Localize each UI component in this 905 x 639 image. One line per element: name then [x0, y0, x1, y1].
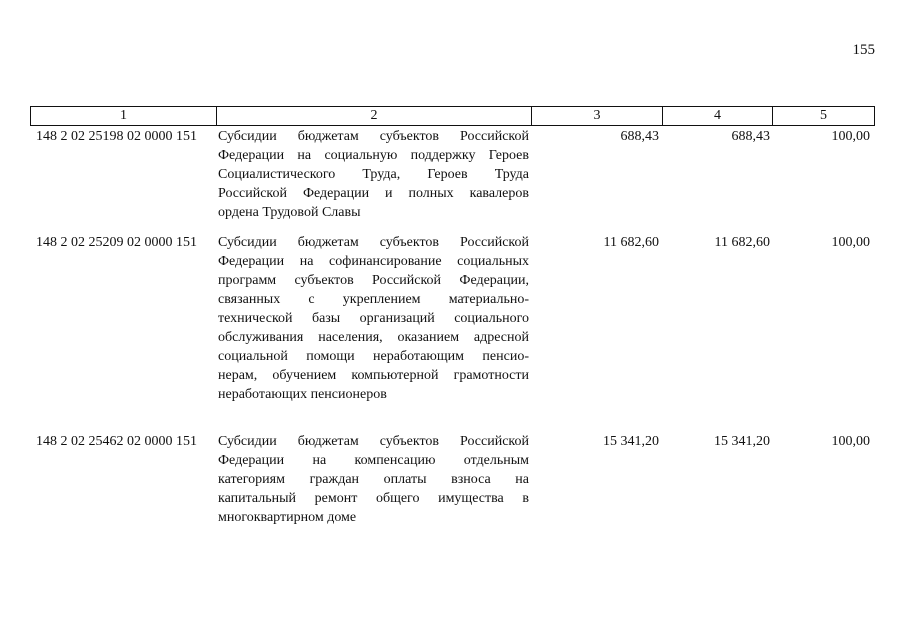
description-line: обслуживания населения, оказанием адресной: [218, 330, 529, 345]
header-col-2: 2: [217, 107, 532, 125]
value-col-5: 100,00: [831, 235, 870, 250]
row-description: [218, 432, 529, 527]
value-col-3: 11 682,60: [603, 235, 659, 250]
description-line: капитальный ремонт общего имущества в: [218, 491, 529, 506]
value-col-4: 688,43: [731, 129, 770, 144]
budget-code: 148 2 02 25198 02 0000 151: [36, 129, 197, 144]
header-col-4: 4: [663, 107, 773, 125]
description-line: неработающих пенсионеров: [218, 387, 387, 402]
budget-code: 148 2 02 25462 02 0000 151: [36, 434, 197, 449]
value-col-4: 11 682,60: [714, 235, 770, 250]
description-line: Субсидии бюджетам субъектов Российской: [218, 129, 529, 144]
value-col-5: 100,00: [831, 434, 870, 449]
header-col-5: 5: [820, 108, 827, 123]
description-line: Федерации на софинансирование социальных: [218, 254, 529, 269]
description-line: социальной помощи неработающим пенсио-: [218, 349, 529, 364]
description-line: категориям граждан оплаты взноса на: [218, 472, 529, 487]
value-col-3: 15 341,20: [603, 434, 659, 449]
description-line: технической базы организаций социального: [218, 311, 529, 326]
description-line: многоквартирном доме: [218, 510, 357, 525]
description-line: ордена Трудовой Славы: [218, 205, 361, 220]
description-line: Федерации на компенсацию отдельным: [218, 453, 529, 468]
value-col-5: 100,00: [831, 129, 870, 144]
description-line: Субсидии бюджетам субъектов Российской: [218, 434, 529, 449]
value-col-3: 688,43: [620, 129, 659, 144]
description-line: Федерации на социальную поддержку Героев: [218, 148, 529, 163]
row-description: [218, 127, 529, 222]
description-line: Российской Федерации и полных кавалеров: [218, 186, 529, 201]
value-col-4: 15 341,20: [714, 434, 770, 449]
description-line: нерам, обучением компьютерной грамотности: [218, 368, 529, 383]
header-col-1: 1: [31, 107, 217, 125]
row-description: [218, 233, 529, 404]
description-line: Социалистического Труда, Героев Труда: [218, 167, 529, 182]
page-number: 155: [852, 42, 875, 58]
description-line: Субсидии бюджетам субъектов Российской: [218, 235, 529, 250]
description-line: связанных с укреплением материально-: [218, 292, 529, 307]
header-col-3: 3: [532, 107, 663, 125]
table-header-row: [30, 106, 875, 126]
budget-code: 148 2 02 25209 02 0000 151: [36, 235, 197, 250]
description-line: программ субъектов Российской Федерации,: [218, 273, 529, 288]
